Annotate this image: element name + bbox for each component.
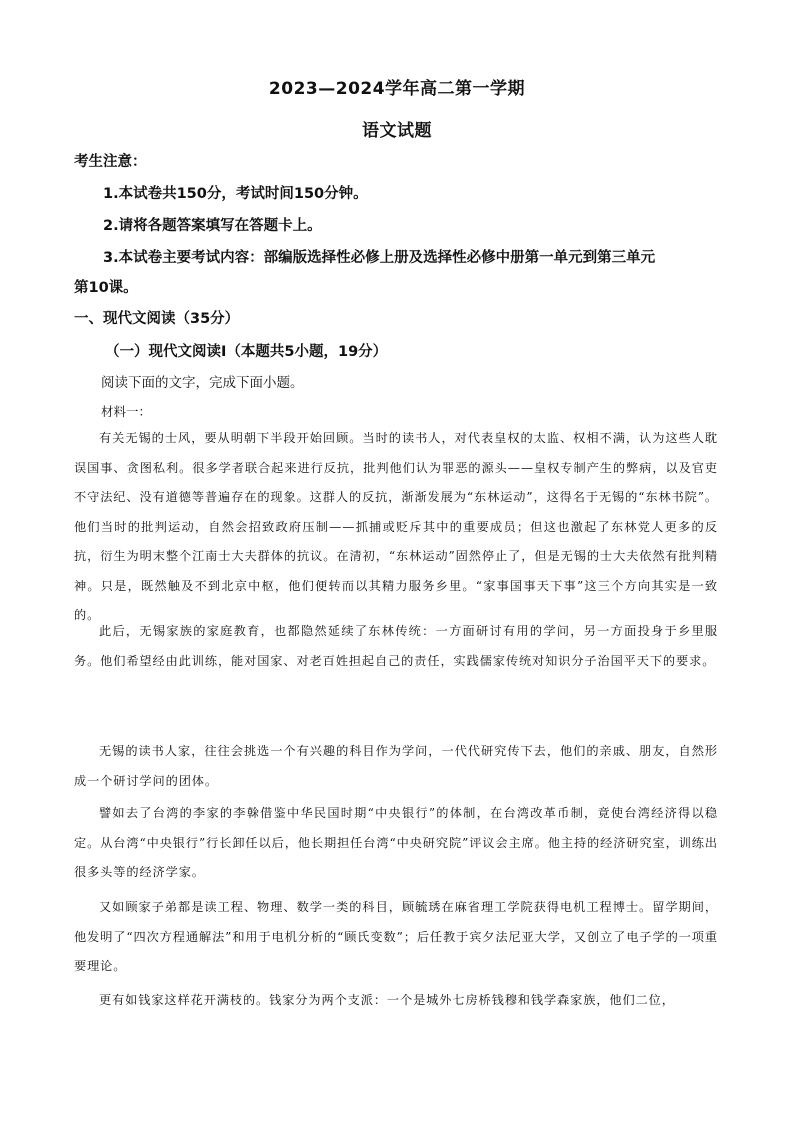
notice-item-2: 2.请将各题答案填写在答题卡上。 (103, 218, 322, 234)
notice-heading: 考生注意： (74, 154, 147, 170)
material-label: 材料一： (101, 404, 152, 419)
reading-instruction: 阅读下面的文字，完成下面小题。 (101, 375, 304, 391)
paragraph-5: 又如顾家子弟都是读工程、物理、数学一类的科目，顾毓琇在麻省理工学院获得电机工程博士。留学期间，他发明了“四次方程通解法”和用于电机分析的“顾氏变数”；后任教于宾夕法尼亚大学，又创立了电子学的一项重要理论。 (74, 900, 718, 973)
exam-subtitle: 语文试题 (362, 121, 432, 141)
exam-title: 2023—2024学年高二第一学期 (268, 79, 526, 99)
paragraph-6: 更有如钱家这样花开满枝的。钱家分为两个支派：一个是城外七房桥钱穆和钱学森家族，他们二位， (99, 993, 675, 1007)
paragraph-3: 无锡的读书人家，往往会挑选一个有兴趣的科目作为学问，一代代研究传下去，他们的亲戚、朋友，自然形成一个研讨学问的团体。 (74, 744, 718, 788)
section-heading: 一、现代文阅读（35分） (74, 311, 240, 327)
section-subheading: （一）现代文阅读Ⅰ（本题共5小题，19分） (105, 344, 388, 360)
paragraph-2: 此后，无锡家族的家庭教育，也都隐然延续了东林传统：一方面研讨有用的学问，另一方面投身于乡里服务。他们希望经由此训练，能对国家、对老百姓担起自己的责任，实践儒家传统对知识分子治国平天下的要求。 (74, 624, 718, 668)
notice-item-3: 3.本试卷主要考试内容：部编版选择性必修上册及选择性必修中册第一单元到第三单元 (103, 250, 656, 266)
notice-item-1: 1.本试卷共150分，考试时间150分钟。 (103, 186, 368, 202)
paragraph-1: 有关无锡的士风，要从明朝下半段开始回顾。当时的读书人，对代表皇权的太监、权相不满，认为这些人耽误国事、贪图私利。很多学者联合起来进行反抗，批判他们认为罪恶的源头——皇权专制产生的弊病，以及官吏不守法纪、没有道德等普遍存在的现象。这群人的反抗，渐渐发展为“东林运动”，这得名于无锡的“东林书院”。他们当时的批判运动，自然会招致政府压制——抓捕或贬斥其中的重要成员；但这也激起了东林党人更多的反抗，衍生为明末整个江南士大夫群体的抗议。在清初，“东林运动”固然停止了，但是无锡的士大夫依然有批判精神。只是，既然触及不到北京中枢，他们便转而以其精力服务乡里。“家事国事天下事”这三个方向其实是一致的。 (74, 431, 718, 622)
paragraph-4: 譬如去了台湾的李家的李榦借鉴中华民国时期“中央银行”的体制，在台湾改革币制，竟使台湾经济得以稳定。从台湾“中央银行”行长卸任以后，他长期担任台湾“中央研究院”评议会主席。他主持的经济研究室，训练出很多头等的经济学家。 (74, 806, 718, 879)
notice-item-3-continued: 第10课。 (74, 280, 138, 296)
